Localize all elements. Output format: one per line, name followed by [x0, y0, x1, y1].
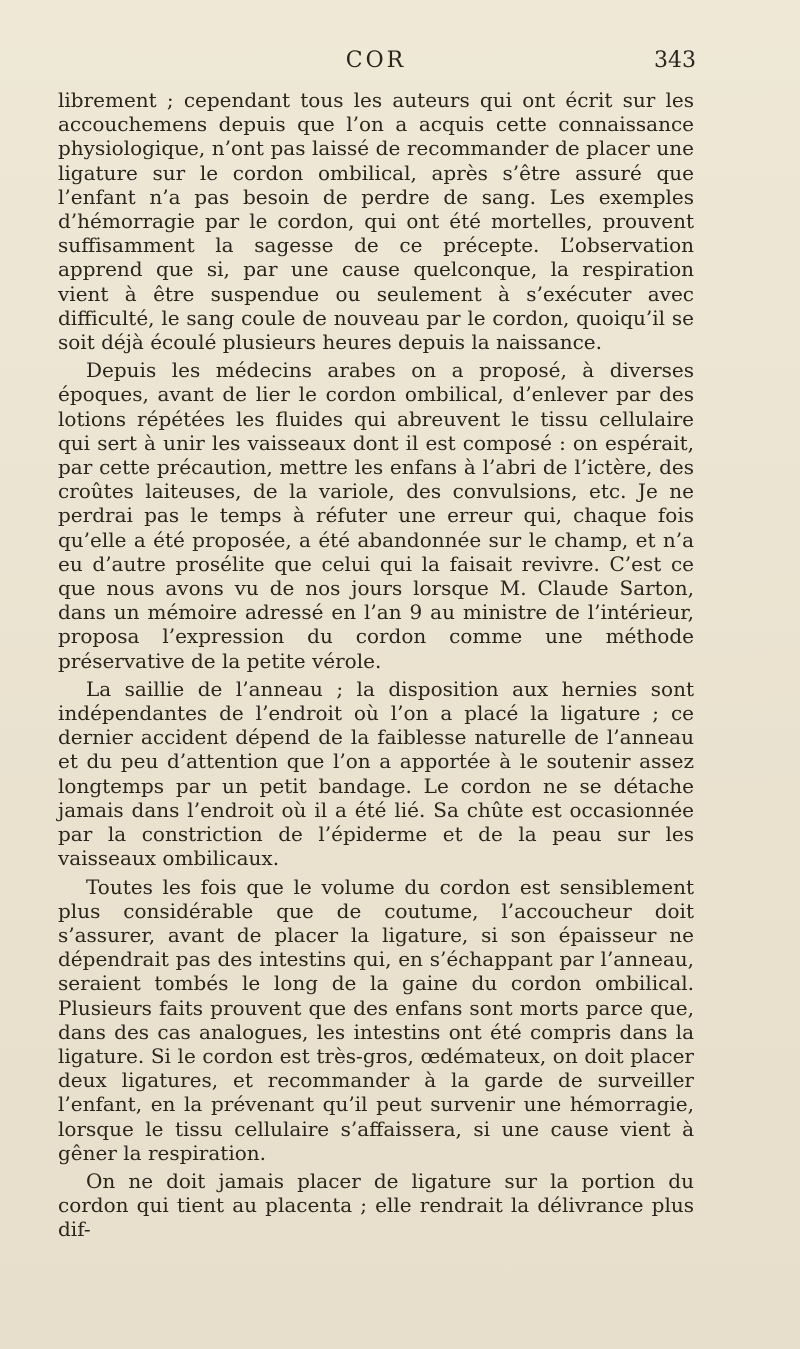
paragraph: librement ; cependant tous les auteurs qui ont écrit sur les accouchemens depuis que l’on a acquis cette connaissance physiologique, n’ont pas laissé de recommander de placer une ligature sur le cordon ombilical, après s’être assuré que l’enfant n’a pas besoin de perdre de sang. Les exemples d’hémorragie par le cordon, qui ont été mortelles, prouvent suffisamment la sagesse de ce précepte. L’observation apprend que si, par une cause quelconque, la respiration vient à être suspendue ou seulement à s’exécuter avec difficulté, le sang coule de nouveau par le cordon, quoiqu’il se soit déjà écoulé plusieurs heures depuis la naissance.	[58, 88, 694, 355]
paragraph: Depuis les médecins arabes on a proposé, à diverses époques, avant de lier le cordon ombilical, d’enlever par des lotions répétées les fluides qui abreuvent le tissu cellulaire qui sert à unir les vaisseaux dont il est composé : on espérait, par cette précaution, mettre les enfans à l’abri de l’ictère, des croûtes laiteuses, de la variole, des convulsions, etc. Je ne perdrai pas le temps à réfuter une erreur qui, chaque fois qu’elle a été proposée, a été abandonnée sur le champ, et n’a eu d’autre prosélite que celui qui la faisait revivre. C’est ce que nous avons vu de nos jours lorsque M. Claude Sarton, dans un mémoire adressé en l’an 9 au ministre de l’intérieur, proposa l’expression du cordon comme une méthode préservative de la petite vérole.	[58, 358, 694, 673]
paragraph: On ne doit jamais placer de ligature sur la portion du cordon qui tient au placenta ; elle rendrait la délivrance plus dif-	[58, 1168, 694, 1242]
running-head: COR	[345, 48, 407, 73]
paragraph: Toutes les fois que le volume du cordon est sensiblement plus considérable que de coutume, l’accoucheur doit s’assurer, avant de placer la ligature, si son épaisseur ne dépendrait pas des intestins qui, en s’échappant par l’anneau, seraient tombés le long de la gaine du cordon ombilical. Plusieurs faits prouvent que des enfans sont morts parce que, dans des cas analogues, les intestins ont été compris dans la ligature. Si le cordon est très-gros, œdémateux, on doit placer deux ligatures, et recommander à la garde de surveiller l’enfant, en la prévenant qu’il peut survenir une hémorragie, lorsque le tissu cellulaire s’affaissera, si une cause vient à gêner la respiration.	[58, 874, 694, 1165]
body-text	[58, 88, 694, 1242]
page-header	[56, 48, 696, 84]
page-number: 343	[654, 48, 696, 73]
paragraph: La saillie de l’anneau ; la disposition aux hernies sont indépendantes de l’endroit où l’on a placé la ligature ; ce dernier accident dépend de la faiblesse naturelle de l’anneau et du peu d’attention que l’on a apportée à le soutenir assez longtemps par un petit bandage. Le cordon ne se détache jamais dans l’endroit où il a été lié. Sa chûte est occasionnée par la constriction de l’épiderme et de la peau sur les vaisseaux ombilicaux.	[58, 676, 694, 871]
